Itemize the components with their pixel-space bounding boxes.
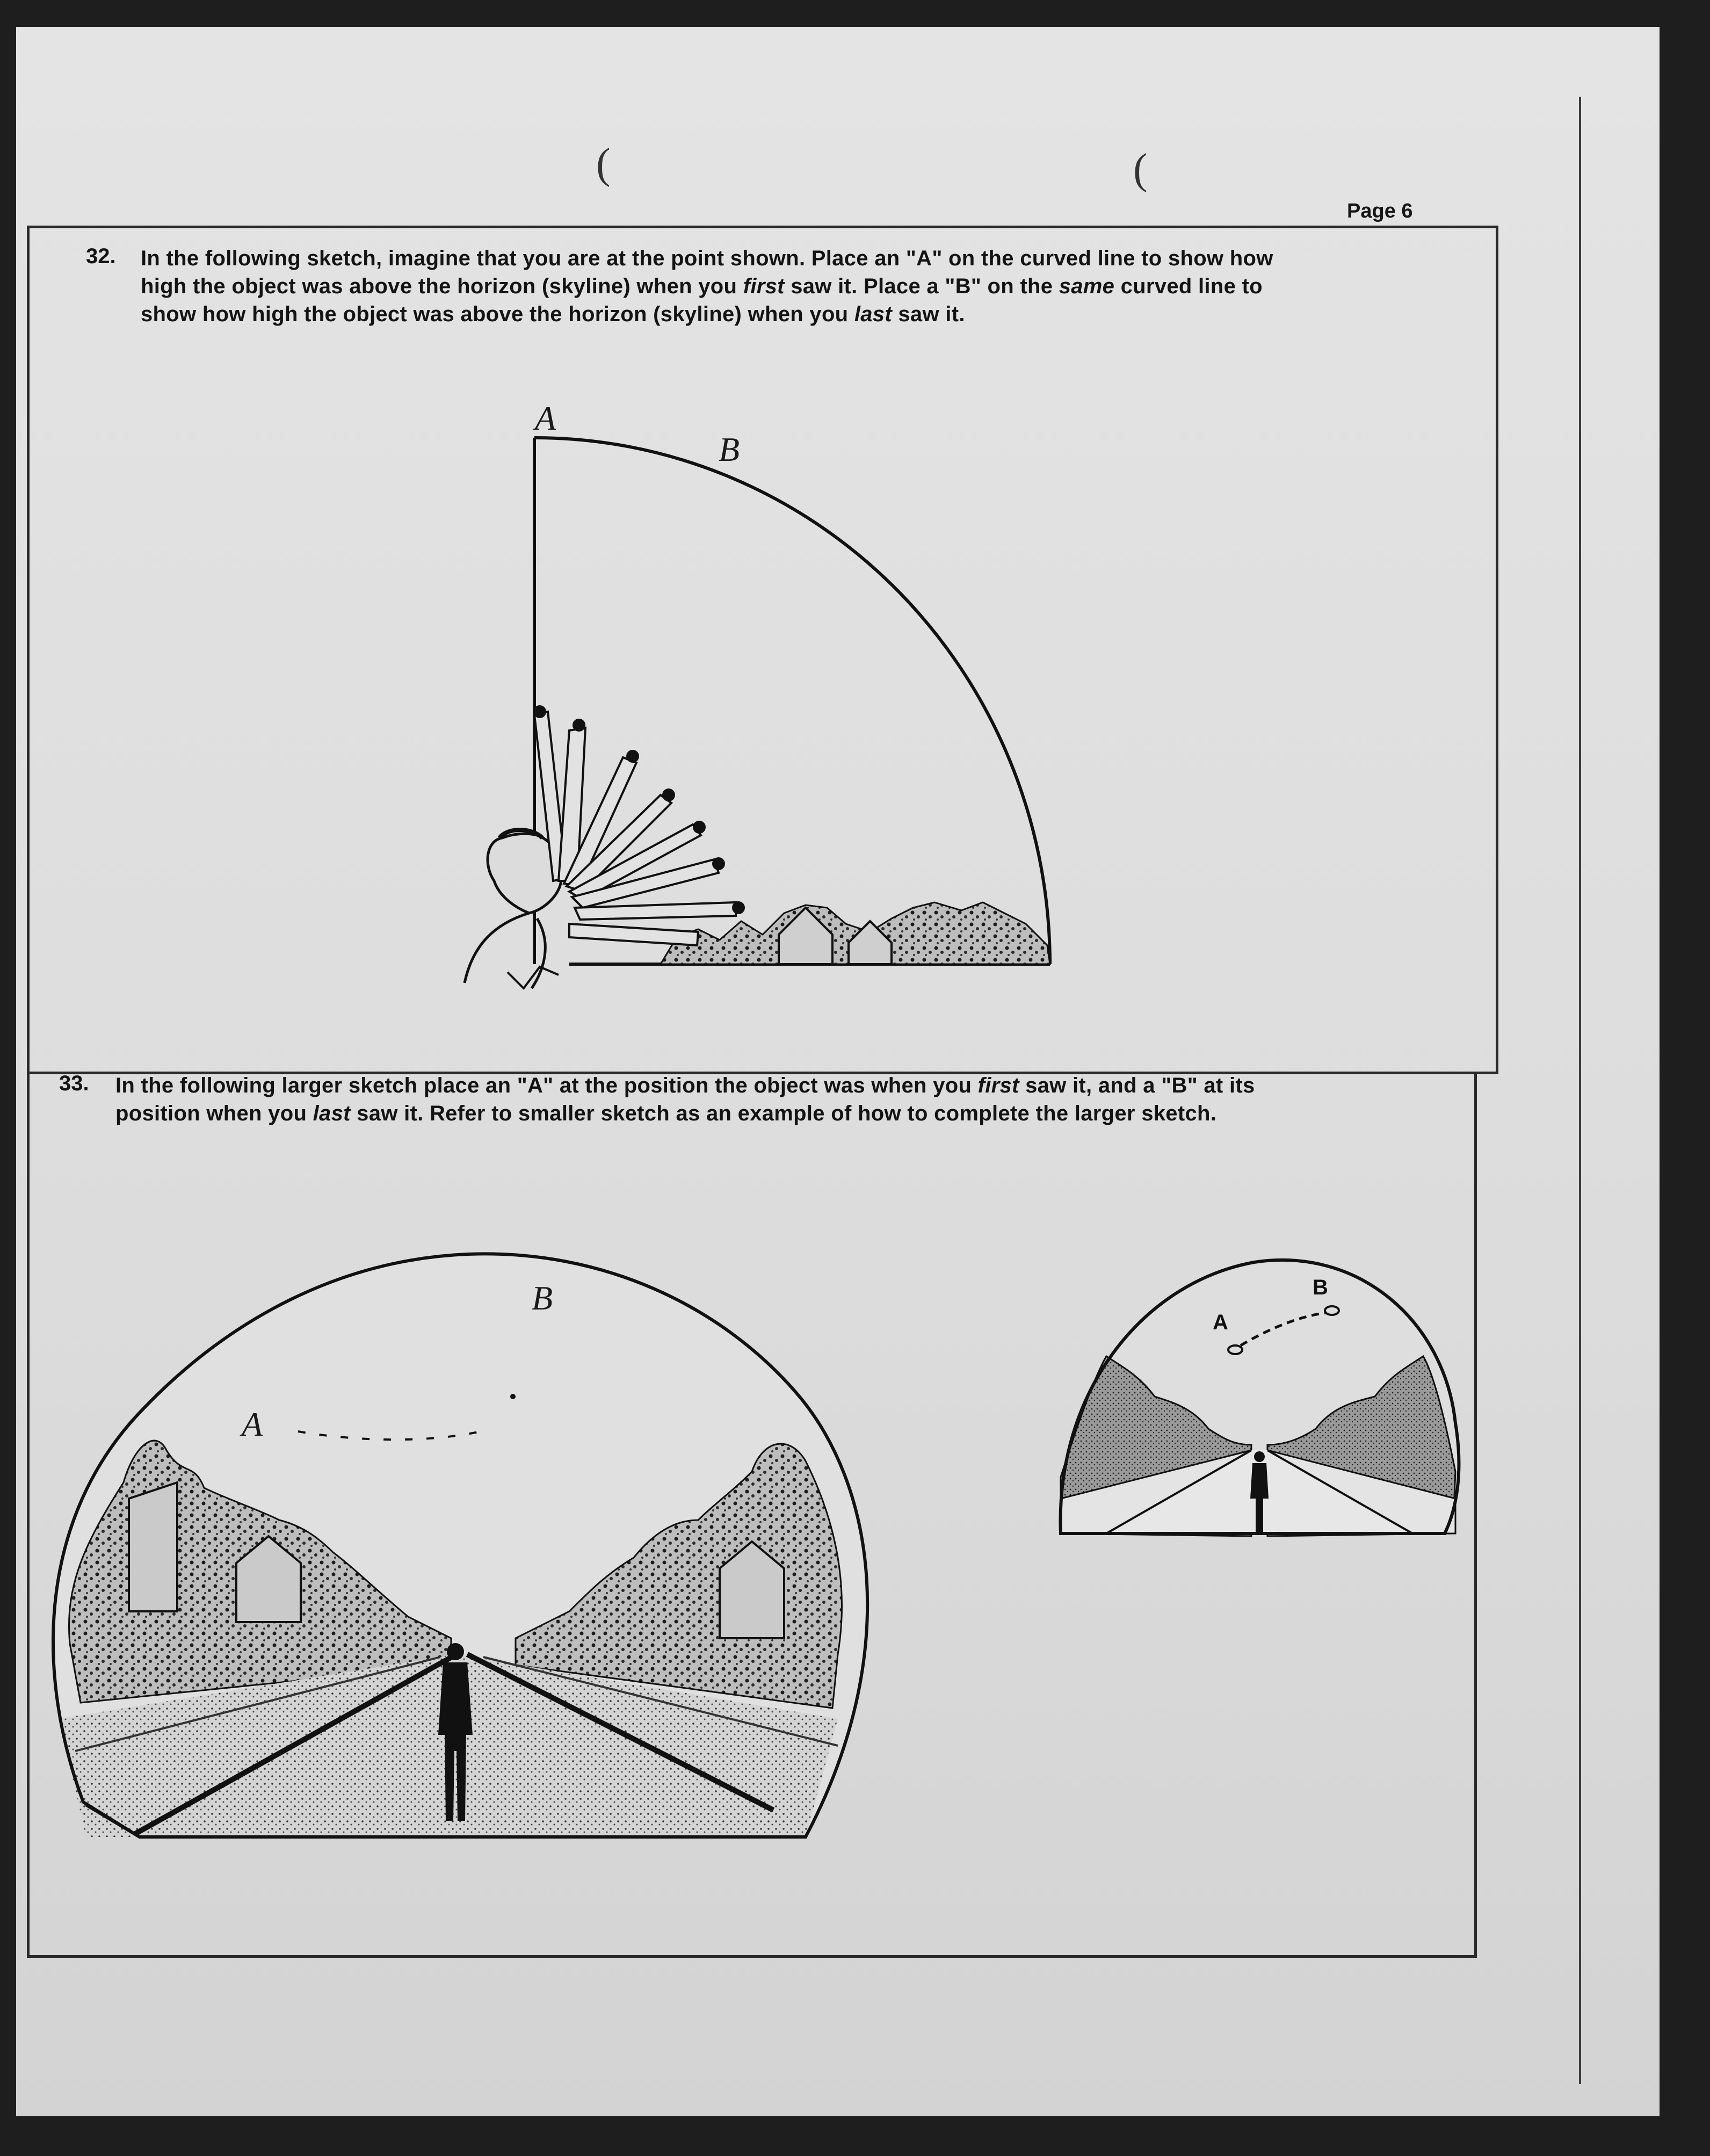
question-32-number: 32.	[86, 244, 116, 268]
example-label-b: B	[1313, 1276, 1328, 1299]
example-label-a: A	[1213, 1311, 1228, 1334]
question-33-text: In the following larger sketch place an "A" at the position the object was when you first saw it, and a "B" at its position when you last saw it. Refer to smaller sketch as an example of how to complete the larger sketch.	[115, 1074, 1255, 1125]
q32-quarter-circle-diagram	[465, 438, 1050, 988]
q33-example-small-diagram	[1061, 1260, 1459, 1536]
page-number: Page 6	[1347, 200, 1413, 222]
q33-answer-b: B	[532, 1279, 553, 1317]
paren-mark-right: (	[1133, 146, 1148, 193]
q33-answer-a: A	[242, 1405, 263, 1443]
q33-large-street-diagram	[53, 1254, 867, 1837]
q32-answer-a: A	[535, 399, 556, 437]
question-33-number: 33.	[59, 1072, 89, 1095]
question-32-text: In the following sketch, imagine that you are at the point shown. Place an "A" on the curved line to show how high the object was above the horizon (skyline) when you first saw it. Place a "B" on the same curved line to show how high the object was above the horizon (skyline) when you last saw it.	[141, 247, 1273, 326]
q32-answer-b: B	[719, 430, 740, 468]
paren-mark-left: (	[596, 140, 611, 187]
